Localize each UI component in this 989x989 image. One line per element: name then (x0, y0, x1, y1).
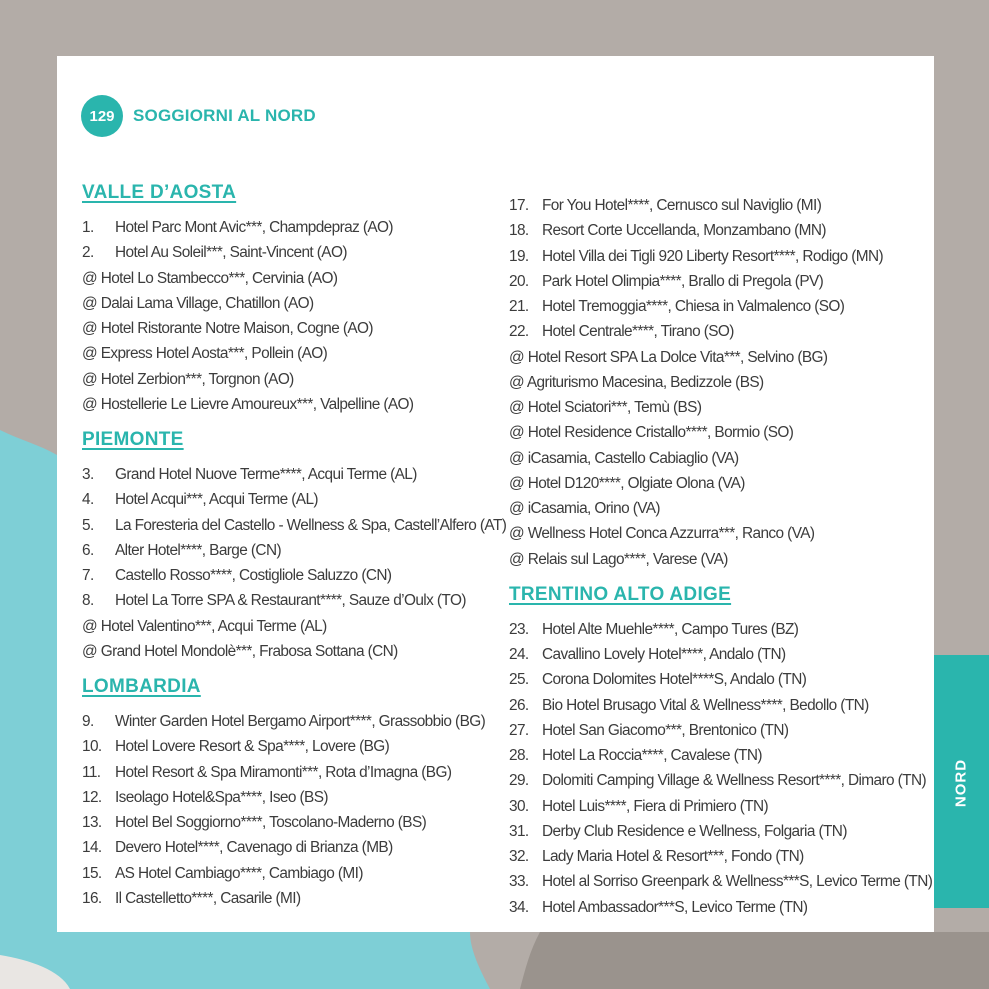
entry-number: 14. (82, 839, 102, 857)
entry-text: Hotel La Roccia****, Cavalese (TN) (542, 747, 762, 764)
hotel-entry (509, 642, 929, 667)
entry-text: @ Relais sul Lago****, Varese (VA) (509, 550, 728, 568)
hotel-entry (509, 294, 929, 319)
entry-text: Corona Dolomites Hotel****S, Andalo (TN) (542, 671, 807, 689)
entry-text: Park Hotel Olimpia****, Brallo di Pregola (PV) (542, 272, 824, 290)
hotel-entry (82, 563, 502, 588)
entry-number: 7. (82, 567, 94, 584)
hotel-entry (509, 193, 929, 218)
entry-text: Grand Hotel Nuove Terme****, Acqui Terme (AL) (115, 466, 417, 483)
hotel-entry (509, 768, 929, 793)
entry-number: 25. (509, 671, 529, 689)
hotel-list-lombardia (82, 709, 502, 911)
hotel-list-trentino (509, 617, 933, 920)
hotel-entry (82, 316, 502, 341)
entry-text: @ Hotel Ristorante Notre Maison, Cogne (AO) (82, 320, 373, 337)
hotel-entry (509, 693, 929, 718)
entry-number: 2. (82, 244, 94, 262)
hotel-entry (509, 244, 929, 269)
hotel-entry (82, 760, 502, 785)
hotel-entry (509, 547, 929, 572)
entry-text: Hotel Centrale****, Tirano (SO) (542, 323, 734, 341)
entry-text: @ Wellness Hotel Conca Azzurra***, Ranco (VA) (509, 525, 815, 543)
hotel-entry (82, 392, 502, 417)
hotel-entry (82, 266, 502, 291)
entry-number: 11. (82, 763, 101, 781)
entry-number: 32. (509, 848, 529, 865)
entry-text: Hotel Au Soleil***, Saint-Vincent (AO) (115, 244, 347, 262)
right-column (509, 193, 933, 920)
entry-number: 1. (82, 219, 94, 236)
entry-number: 10. (82, 738, 102, 756)
region-heading-piemonte: PIEMONTE (82, 429, 184, 450)
hotel-entry (82, 810, 502, 835)
hotel-entry (509, 895, 929, 920)
entry-number: 34. (509, 898, 529, 916)
hotel-entry (82, 513, 507, 538)
hotel-entry (509, 844, 929, 869)
entry-text: Winter Garden Hotel Bergamo Airport****, Grassobbio (BG) (115, 713, 486, 730)
hotel-entry (509, 471, 929, 496)
hotel-entry (82, 291, 502, 316)
page-title: SOGGIORNI AL NORD (133, 106, 316, 125)
page-number-badge: 129 (81, 95, 123, 137)
entry-number: 29. (509, 772, 529, 790)
hotel-entry (509, 819, 929, 844)
entry-text: @ Hotel Zerbion***, Torgnon (AO) (82, 370, 294, 388)
hotel-entry (82, 240, 502, 265)
entry-text: Resort Corte Uccellanda, Monzambano (MN) (542, 222, 826, 240)
entry-text: Lady Maria Hotel & Resort***, Fondo (TN) (542, 848, 804, 865)
entry-number: 12. (82, 788, 102, 806)
entry-text: AS Hotel Cambiago****, Cambiago (MI) (115, 864, 363, 882)
entry-number: 6. (82, 541, 94, 559)
entry-number: 13. (82, 814, 102, 831)
entry-text: @ Hotel Valentino***, Acqui Terme (AL) (82, 617, 327, 635)
hotel-entry (82, 538, 502, 563)
entry-number: 20. (509, 272, 529, 290)
entry-number: 17. (509, 197, 529, 214)
entry-text: @ iCasamia, Orino (VA) (509, 500, 660, 517)
entry-text: Hotel Bel Soggiorno****, Toscolano-Maderno (BS) (115, 814, 427, 831)
entry-text: For You Hotel****, Cernusco sul Naviglio (MI) (542, 197, 822, 214)
entry-text: Bio Hotel Brusago Vital & Wellness****, Bedollo (TN) (542, 696, 869, 714)
hotel-entry (82, 835, 502, 860)
entry-text: @ Hotel D120****, Olgiate Olona (VA) (509, 474, 745, 492)
entry-number: 4. (82, 491, 94, 509)
entry-text: Hotel La Torre SPA & Restaurant****, Sauze d’Oulx (TO) (115, 592, 466, 610)
hotel-entry (509, 521, 929, 546)
entry-number: 33. (509, 873, 529, 891)
entry-text: Iseolago Hotel&Spa****, Iseo (BS) (115, 788, 328, 806)
hotel-entry (82, 487, 502, 512)
entry-text: @ Hotel Residence Cristallo****, Bormio (SO) (509, 424, 794, 442)
hotel-entry (509, 794, 929, 819)
region-heading-trentino: TRENTINO ALTO ADIGE (509, 583, 732, 605)
entry-number: 16. (82, 889, 102, 907)
entry-text: @ iCasamia, Castello Cabiaglio (VA) (509, 449, 739, 467)
entry-text: @ Hotel Resort SPA La Dolce Vita***, Selvino (BG) (509, 348, 828, 366)
hotel-entry (82, 215, 502, 240)
hotel-entry (509, 496, 929, 521)
entry-number: 23. (509, 620, 529, 638)
side-tab-label: NORD (952, 758, 970, 808)
entry-text: Dolomiti Camping Village & Wellness Resort****, Dimaro (TN) (542, 772, 926, 790)
entry-text: Hotel Resort & Spa Miramonti***, Rota d’Imagna (BG) (115, 763, 452, 781)
hotel-entry (509, 218, 929, 243)
entry-number: 3. (82, 466, 94, 483)
entry-number: 31. (509, 822, 529, 840)
hotel-entry (509, 319, 929, 344)
entry-number: 27. (509, 721, 529, 739)
hotel-entry (82, 709, 502, 734)
left-column (82, 180, 507, 911)
entry-number: 22. (509, 323, 529, 341)
hotel-entry (509, 718, 929, 743)
hotel-entry (509, 869, 933, 894)
entry-text: Hotel Luis****, Fiera di Primiero (TN) (542, 797, 769, 815)
hotel-entry (509, 395, 929, 420)
region-heading-valle-daosta: VALLE D’AOSTA (82, 182, 237, 203)
entry-text: Hotel Alte Muehle****, Campo Tures (BZ) (542, 620, 799, 638)
entry-text: Hotel Acqui***, Acqui Terme (AL) (115, 491, 318, 509)
hotel-entry (509, 667, 929, 692)
entry-text: Derby Club Residence e Wellness, Folgaria (TN) (542, 822, 847, 840)
hotel-entry (509, 743, 929, 768)
hotel-entry (82, 734, 502, 759)
hotel-entry (82, 614, 502, 639)
hotel-entry (509, 370, 929, 395)
entry-number: 19. (509, 247, 529, 265)
entry-number: 5. (82, 516, 94, 534)
entry-text: @ Grand Hotel Mondolè***, Frabosa Sottana (CN) (82, 642, 398, 660)
hotel-entry (509, 617, 929, 642)
entry-text: @ Agriturismo Macesina, Bedizzole (BS) (509, 373, 764, 391)
entry-text: Devero Hotel****, Cavenago di Brianza (MB) (115, 839, 393, 857)
entry-number: 26. (509, 696, 529, 714)
region-heading-lombardia: LOMBARDIA (82, 676, 201, 697)
hotel-entry (82, 462, 502, 487)
entry-text: @ Dalai Lama Village, Chatillon (AO) (82, 294, 314, 312)
entry-text: @ Hotel Sciatori***, Temù (BS) (509, 399, 702, 416)
entry-number: 15. (82, 864, 102, 882)
entry-text: Hotel San Giacomo***, Brentonico (TN) (542, 721, 789, 739)
hotel-entry (82, 367, 502, 392)
hotel-entry (82, 886, 502, 911)
entry-text: Hotel Tremoggia****, Chiesa in Valmalenco (SO) (542, 298, 845, 315)
hotel-entry (82, 785, 502, 810)
entry-text: Il Castelletto****, Casarile (MI) (115, 889, 301, 907)
hotel-entry (82, 639, 502, 664)
entry-text: @ Hotel Lo Stambecco***, Cervinia (AO) (82, 269, 338, 287)
entry-number: 24. (509, 646, 529, 663)
page-sheet (57, 56, 934, 932)
entry-text: La Foresteria del Castello - Wellness & Spa, Castell’Alfero (AT) (115, 516, 507, 534)
entry-text: Hotel Parc Mont Avic***, Champdepraz (AO) (115, 219, 393, 236)
hotel-list-valle-daosta (82, 215, 502, 417)
hotel-list-lombardia-continued (509, 193, 929, 572)
entry-number: 8. (82, 592, 94, 610)
entry-number: 18. (509, 222, 529, 240)
entry-text: @ Hostellerie Le Lievre Amoureux***, Valpelline (AO) (82, 395, 414, 413)
entry-text: Hotel Ambassador***S, Levico Terme (TN) (542, 898, 808, 916)
hotel-entry (509, 420, 929, 445)
entry-text: Castello Rosso****, Costigliole Saluzzo (CN) (115, 567, 392, 584)
entry-number: 21. (509, 298, 529, 315)
entry-number: 9. (82, 713, 94, 730)
entry-text: Cavallino Lovely Hotel****, Andalo (TN) (542, 646, 786, 663)
entry-text: Hotel Lovere Resort & Spa****, Lovere (BG) (115, 738, 390, 756)
hotel-entry (509, 269, 929, 294)
hotel-entry (509, 446, 929, 471)
hotel-entry (82, 588, 502, 613)
entry-text: Hotel Villa dei Tigli 920 Liberty Resort****, Rodigo (MN) (542, 247, 884, 265)
hotel-entry (509, 345, 929, 370)
entry-text: Hotel al Sorriso Greenpark & Wellness***S, Levico Terme (TN) (542, 873, 933, 891)
entry-text: @ Express Hotel Aosta***, Pollein (AO) (82, 345, 328, 363)
hotel-entry (82, 341, 502, 366)
entry-number: 30. (509, 797, 529, 815)
hotel-list-piemonte (82, 462, 507, 664)
entry-text: Alter Hotel****, Barge (CN) (115, 541, 281, 559)
entry-number: 28. (509, 747, 529, 764)
hotel-entry (82, 861, 502, 886)
